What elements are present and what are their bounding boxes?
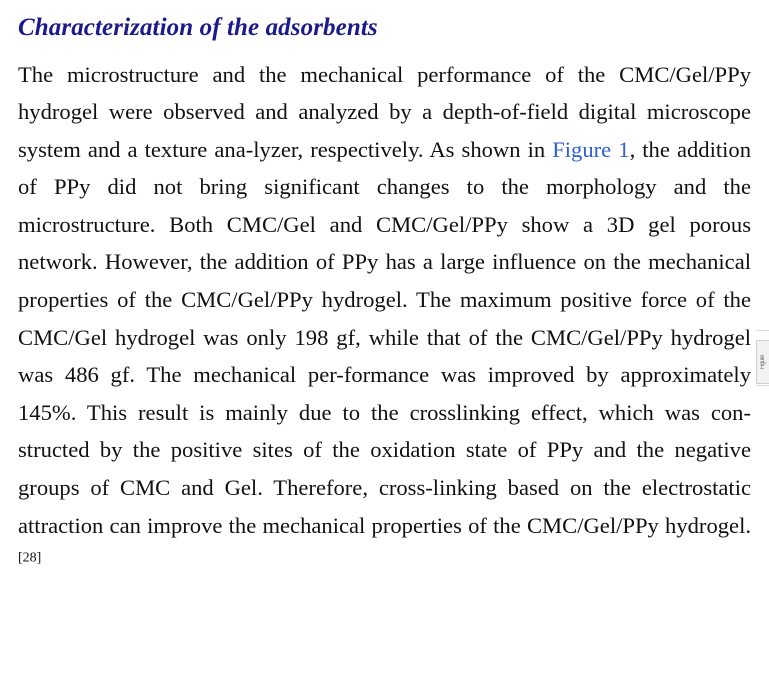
margin-rule-top <box>756 330 769 331</box>
figure-1-link[interactable]: Figure 1 <box>552 136 630 162</box>
margin-figure-tab-label: Figure <box>760 354 766 369</box>
paragraph-part-two: , the addition of PPy did not bring significant changes to the morphology and the microstructure. Both CMC/Gel and CMC/Gel/PPy show a 3D gel porous network. However, the addition of PPy has a large influence on the mechanical properties of the CMC/Gel/PPy hydrogel. The maximum positive force of the CMC/Gel hydrogel was only 198 gf, while that of the CMC/Gel/PPy hydrogel was 486 gf. The mechanical per-formance was improved by approximately 145%. This result is mainly due to the crosslinking effect, which was con-structed by the positive sites of the oxidation state of PPy and the negative groups of CMC and Gel. Therefore, cross-linking based on the electrostatic attraction can improve the mechanical properties of the CMC/Gel/PPy hydrogel. <box>18 136 751 538</box>
citation-reference-28[interactable]: [28] <box>18 550 42 566</box>
section-heading: Characterization of the adsorbents <box>18 14 378 41</box>
paragraph-part-one: The microstructure and the mechanical performance of the CMC/Gel/PPy hydrogel were observed and analyzed by a depth-of-field digital microscope system and a texture ana-lyzer, respectively. As shown in <box>18 61 751 162</box>
margin-figure-tab[interactable] <box>756 340 769 384</box>
body-paragraph <box>18 56 751 582</box>
margin-rule-bottom <box>756 385 769 386</box>
